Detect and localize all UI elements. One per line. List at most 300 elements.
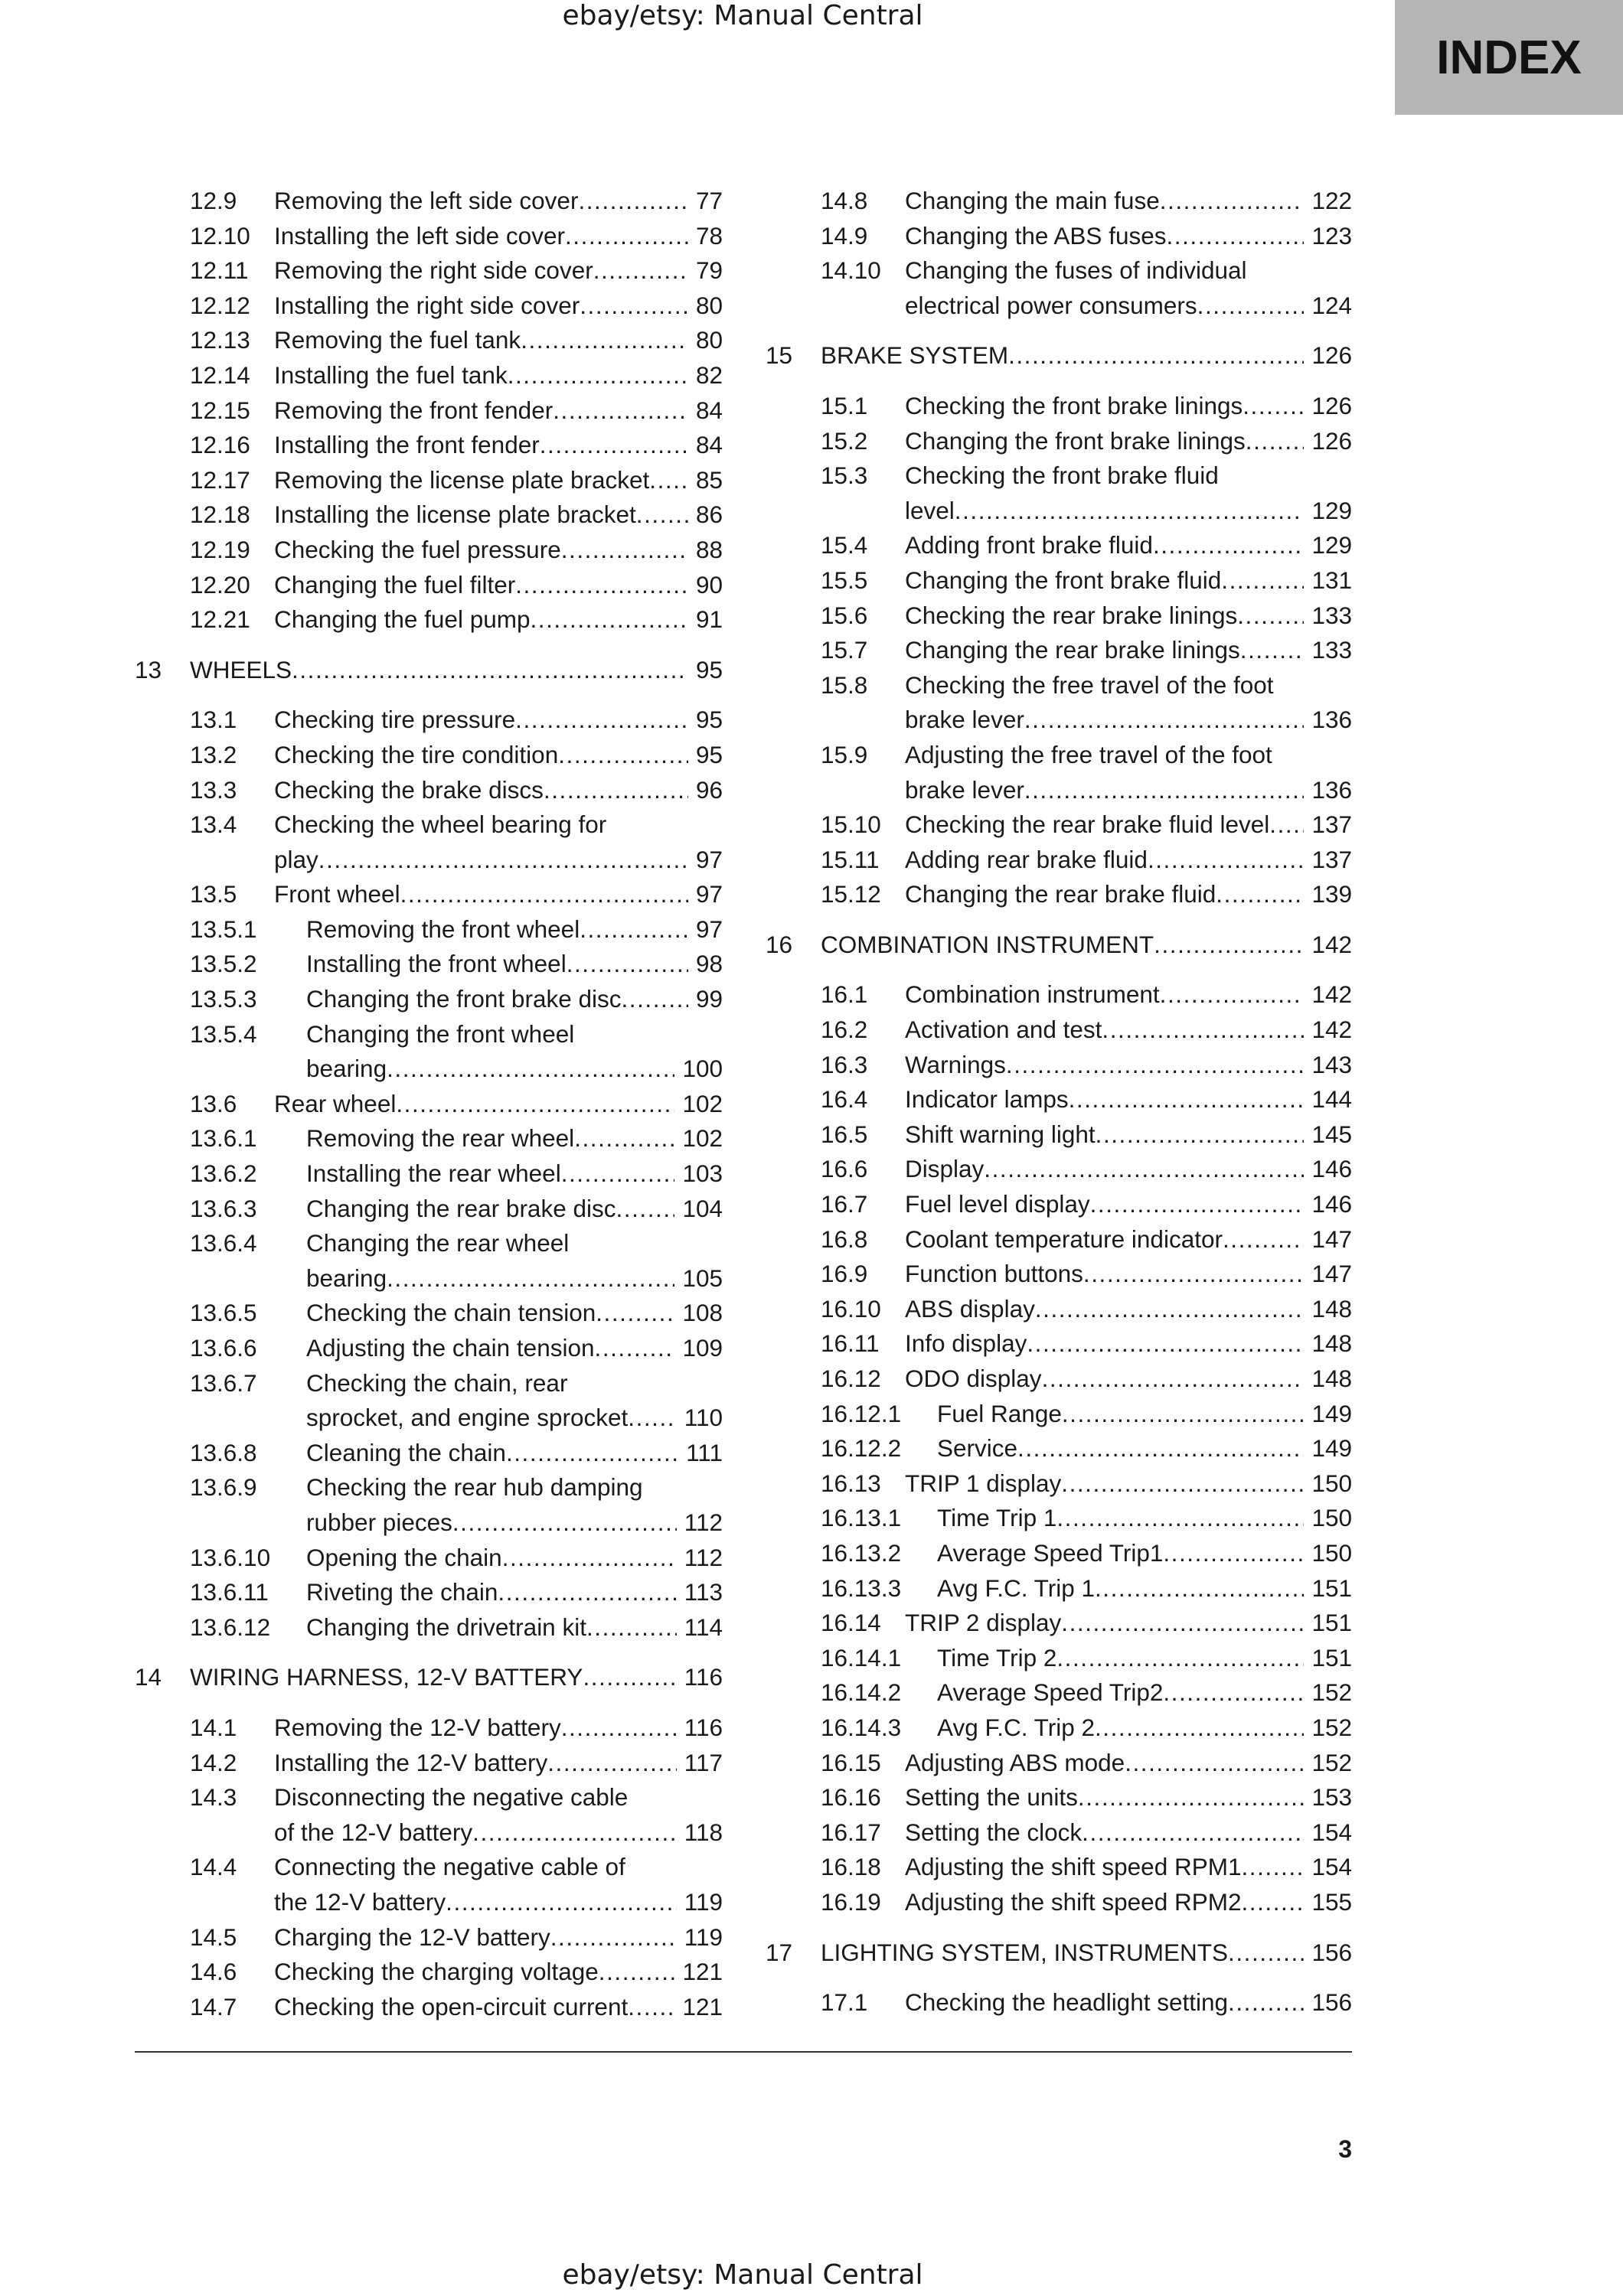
dot-leader (387, 1261, 674, 1296)
dot-leader (515, 703, 688, 738)
toc-entry[interactable] (135, 703, 723, 738)
toc-entry-title-line: TRIP 2 display (905, 1609, 1062, 1637)
toc-entry[interactable] (766, 668, 1352, 738)
dot-leader (1197, 289, 1305, 324)
toc-entry-last-line (937, 1501, 1352, 1536)
toc-entry[interactable] (135, 497, 723, 533)
dot-leader (636, 497, 688, 533)
toc-entry[interactable] (766, 389, 1352, 424)
header-watermark: ebay/etsy: Manual Central (562, 0, 923, 31)
toc-entry[interactable] (766, 184, 1352, 219)
toc-entry[interactable] (766, 1746, 1352, 1781)
toc-entry-title-line: BRAKE SYSTEM (821, 341, 1009, 370)
toc-entry-last-line (306, 947, 723, 982)
toc-entry-last-line (905, 1985, 1352, 2020)
toc-entry[interactable] (135, 358, 723, 393)
toc-entry-title (274, 1746, 723, 1781)
toc-entry-last-line (306, 1261, 723, 1296)
toc-entry[interactable] (766, 1466, 1352, 1502)
toc-entry[interactable] (135, 912, 723, 947)
dot-leader (1096, 1117, 1305, 1153)
dot-leader (561, 1156, 675, 1192)
toc-entry-number: 14.3 (190, 1783, 237, 1812)
toc-entry-title (274, 1711, 723, 1746)
toc-entry-last-line (937, 1571, 1352, 1606)
toc-entry[interactable] (766, 563, 1352, 598)
toc-entry[interactable] (766, 1571, 1352, 1606)
toc-entry-last-line (905, 219, 1352, 254)
toc-entry-page: 95 (695, 706, 723, 734)
toc-entry[interactable] (135, 1087, 723, 1122)
toc-entry[interactable] (135, 219, 723, 254)
dot-leader (446, 1885, 677, 1920)
toc-entry[interactable] (135, 1192, 723, 1227)
index-tab: INDEX (1395, 0, 1623, 115)
toc-entry[interactable] (766, 1641, 1352, 1676)
toc-entry-title-line: Setting the clock (905, 1818, 1083, 1846)
toc-entry[interactable] (135, 877, 723, 912)
toc-entry[interactable] (766, 338, 1352, 373)
toc-entry-last-line (905, 528, 1352, 563)
toc-entry-page: 103 (682, 1159, 723, 1188)
toc-entry-number: 13 (135, 655, 162, 683)
toc-entry-number: 12.11 (190, 256, 249, 285)
toc-entry[interactable] (766, 1606, 1352, 1641)
dot-leader (1237, 598, 1304, 634)
toc-entry-last-line (274, 1087, 723, 1122)
dot-leader (622, 982, 688, 1017)
toc-entry-page: 137 (1311, 810, 1352, 839)
toc-entry-title-line: Installing the fuel tank (274, 360, 508, 389)
toc-entry[interactable] (766, 1048, 1352, 1083)
toc-entry-title-line: Riveting the chain (306, 1578, 498, 1606)
toc-entry-last-line (274, 773, 723, 808)
toc-entry-last-line (905, 563, 1352, 598)
toc-entry[interactable] (135, 253, 723, 289)
dot-leader (586, 1610, 677, 1645)
toc-entry[interactable] (766, 1501, 1352, 1536)
toc-entry[interactable] (135, 1436, 723, 1471)
toc-entry-page: 112 (684, 1543, 723, 1571)
toc-entry-title-line: Changing the fuel filter (274, 570, 516, 598)
toc-entry[interactable] (135, 1121, 723, 1156)
toc-entry-page: 110 (684, 1404, 723, 1432)
toc-entry-last-line (905, 598, 1352, 634)
toc-entry-title (306, 1470, 723, 1540)
toc-entry-last-line (306, 912, 723, 947)
toc-entry[interactable] (135, 393, 723, 429)
toc-entry-last-line (937, 1641, 1352, 1676)
dot-leader (1153, 528, 1304, 563)
toc-entry-title (905, 1606, 1352, 1641)
toc-entry-title (274, 219, 723, 254)
toc-entry-page: 123 (1311, 221, 1352, 249)
toc-entry-last-line (274, 323, 723, 358)
toc-entry[interactable] (135, 1660, 723, 1695)
toc-entry-title (905, 1746, 1352, 1781)
toc-entry-title-line: Removing the left side cover (274, 187, 579, 214)
toc-entry-title-line: LIGHTING SYSTEM, INSTRUMENTS (821, 1938, 1229, 1966)
toc-entry-last-line (274, 1920, 723, 1955)
toc-entry-page: 86 (695, 501, 723, 529)
toc-entry-last-line (274, 1746, 723, 1781)
toc-entry[interactable] (766, 1082, 1352, 1117)
toc-entry-title (306, 1226, 723, 1296)
toc-entry-last-line (306, 1575, 723, 1610)
toc-entry-title-line: TRIP 1 display (905, 1469, 1062, 1497)
toc-entry[interactable] (135, 738, 723, 773)
toc-entry-title-line: Checking the wheel bearing for (274, 810, 607, 839)
toc-entry[interactable] (766, 1780, 1352, 1815)
toc-entry-title (274, 1920, 723, 1955)
toc-entry-title-line: electrical power consumers (905, 291, 1197, 319)
toc-entry[interactable] (135, 1156, 723, 1192)
toc-entry-title-line: Removing the license plate bracket (274, 465, 650, 494)
dot-leader (1095, 1571, 1304, 1606)
toc-entry-number: 17 (766, 1938, 793, 1966)
toc-entry[interactable] (135, 1780, 723, 1850)
toc-entry[interactable] (135, 428, 723, 463)
dot-leader (1246, 424, 1305, 459)
toc-entry-title-line: Checking the brake discs (274, 775, 544, 804)
toc-entry-title-line: Info display (905, 1329, 1027, 1358)
dot-leader (544, 773, 688, 808)
toc-entry-title (821, 1936, 1352, 1971)
toc-entry-last-line (306, 1610, 723, 1645)
toc-entry-title-line: Activation and test (905, 1016, 1102, 1044)
toc-entry-number: 13.6.6 (190, 1334, 257, 1362)
toc-entry[interactable] (766, 1326, 1352, 1362)
toc-entry[interactable] (766, 1711, 1352, 1746)
toc-entry-number: 13.6.11 (190, 1578, 269, 1606)
toc-entry[interactable] (135, 184, 723, 219)
toc-entry-page: 102 (682, 1124, 723, 1153)
toc-entry[interactable] (766, 1187, 1352, 1222)
toc-entry[interactable] (766, 1850, 1352, 1885)
toc-entry-page: 109 (682, 1334, 723, 1362)
toc-entry-number: 15.5 (821, 566, 868, 594)
dot-leader (1042, 1362, 1305, 1397)
toc-entry-page: 117 (684, 1748, 723, 1776)
toc-entry-title-line: Adjusting the chain tension (306, 1334, 595, 1362)
toc-entry[interactable] (135, 653, 723, 688)
toc-entry-number: 13.6.12 (190, 1613, 271, 1641)
toc-entry-title (274, 807, 723, 877)
toc-entry-number: 13.6.9 (190, 1473, 257, 1502)
toc-entry-last-line (905, 424, 1352, 459)
toc-entry-title-line: Rear wheel (274, 1089, 397, 1117)
toc-entry-title-line: Checking the chain tension (306, 1299, 596, 1327)
toc-entry-last-line (274, 1990, 723, 2025)
toc-entry[interactable] (766, 1013, 1352, 1048)
toc-entry-number: 14.9 (821, 221, 868, 249)
toc-entry-page: 121 (682, 1958, 723, 1986)
toc-entry-title-line: ODO display (905, 1365, 1042, 1392)
toc-entry-last-line (274, 703, 723, 738)
toc-entry[interactable] (766, 1815, 1352, 1851)
toc-entry[interactable] (135, 1296, 723, 1331)
dot-leader (628, 1401, 677, 1436)
toc-entry[interactable] (766, 738, 1352, 807)
toc-entry-number: 13.6.2 (190, 1159, 257, 1188)
toc-entry[interactable] (766, 1117, 1352, 1153)
dot-leader (1228, 1936, 1304, 1971)
toc-entry[interactable] (135, 947, 723, 982)
toc-entry-last-line (905, 1152, 1352, 1187)
toc-entry-title-line: WIRING HARNESS, 12-V BATTERY (190, 1663, 583, 1691)
dot-leader (565, 219, 688, 254)
toc-entry[interactable] (135, 1017, 723, 1087)
toc-entry-title-line: Setting the units (905, 1783, 1078, 1812)
toc-entry[interactable] (766, 1222, 1352, 1257)
dot-leader (567, 947, 688, 982)
toc-entry-title-line: Fuel Range (937, 1399, 1062, 1427)
toc-entry-title-line: Adding front brake fluid (905, 531, 1153, 559)
toc-entry-title-line: Checking the front brake linings (905, 391, 1243, 419)
toc-entry[interactable] (766, 1431, 1352, 1466)
toc-entry[interactable] (135, 1610, 723, 1645)
toc-entry-last-line (274, 568, 723, 603)
toc-entry-page: 136 (1311, 775, 1352, 804)
toc-entry-page: 133 (1311, 636, 1352, 664)
toc-entry-title-line: Changing the ABS fuses (905, 221, 1167, 249)
toc-entry-number: 16.11 (821, 1329, 880, 1358)
toc-entry[interactable] (135, 1575, 723, 1610)
toc-entry[interactable] (135, 533, 723, 568)
toc-entry-number: 13.6.3 (190, 1194, 257, 1222)
toc-entry[interactable] (766, 1362, 1352, 1397)
toc-entry-title-line: Installing the 12-V battery (274, 1748, 548, 1776)
toc-entry-page: 143 (1311, 1050, 1352, 1078)
toc-entry-page: 90 (695, 570, 723, 598)
toc-entry-page: 149 (1311, 1434, 1352, 1463)
toc-entry-title-line: Time Trip 1 (937, 1504, 1057, 1532)
toc-entry[interactable] (135, 1331, 723, 1366)
toc-entry-title-line: Cleaning the chain (306, 1438, 506, 1466)
toc-entry[interactable] (135, 568, 723, 603)
toc-entry[interactable] (766, 1152, 1352, 1187)
toc-entry-number: 16.5 (821, 1120, 868, 1148)
toc-entry-page: 100 (682, 1055, 723, 1083)
dot-leader (1163, 1675, 1304, 1711)
toc-entry-number: 14.4 (190, 1853, 237, 1881)
toc-entry[interactable] (766, 1936, 1352, 1971)
toc-entry-title (274, 1850, 723, 1919)
toc-entry[interactable] (135, 1955, 723, 1990)
toc-entry[interactable] (766, 928, 1352, 963)
toc-entry-last-line (274, 219, 723, 254)
toc-entry[interactable] (766, 977, 1352, 1013)
toc-entry-title-line: brake lever (905, 706, 1024, 734)
toc-entry-page: 95 (695, 740, 723, 768)
toc-entry-page: 111 (686, 1438, 723, 1466)
toc-entry[interactable] (766, 1536, 1352, 1571)
toc-entry-last-line (306, 1192, 723, 1227)
toc-entry-page: 95 (695, 655, 723, 683)
toc-entry-title (905, 1850, 1352, 1885)
toc-entry[interactable] (135, 982, 723, 1017)
toc-entry[interactable] (135, 289, 723, 324)
toc-entry-title-line: Front wheel (274, 880, 400, 908)
toc-entry-page: 82 (695, 360, 723, 389)
toc-entry-title (905, 977, 1352, 1013)
dot-leader (387, 1052, 674, 1087)
toc-entry-title (274, 1955, 723, 1990)
toc-entry-title (905, 1082, 1352, 1117)
toc-entry[interactable] (135, 463, 723, 498)
dot-leader (292, 653, 688, 688)
dot-leader (1056, 1501, 1304, 1536)
toc-entry-number: 13.5.4 (190, 1019, 257, 1048)
toc-entry-title (274, 877, 723, 912)
toc-entry[interactable] (766, 528, 1352, 563)
toc-entry[interactable] (766, 633, 1352, 668)
toc-entry[interactable] (135, 323, 723, 358)
toc-entry-title-line: Adjusting ABS mode (905, 1748, 1125, 1776)
toc-entry[interactable] (766, 877, 1352, 912)
toc-entry-title (306, 1610, 723, 1645)
toc-entry-title (190, 653, 723, 688)
toc-entry[interactable] (766, 598, 1352, 634)
toc-entry-number: 15.7 (821, 636, 868, 664)
toc-entry-title-line: Adjusting the shift speed RPM1 (905, 1853, 1242, 1881)
toc-entry-number: 13.6.8 (190, 1438, 257, 1466)
toc-entry[interactable] (135, 1470, 723, 1540)
toc-entry[interactable] (766, 253, 1352, 323)
toc-entry-number: 13.6.1 (190, 1124, 257, 1153)
toc-entry-page: 152 (1311, 1678, 1352, 1707)
toc-entry-title-line: Installing the front wheel (306, 950, 567, 978)
toc-entry[interactable] (766, 1985, 1352, 2020)
toc-entry-last-line (274, 289, 723, 324)
toc-entry[interactable] (766, 807, 1352, 843)
toc-entry-last-line (905, 843, 1352, 878)
toc-entry-title-line: Shift warning light (905, 1120, 1096, 1148)
dot-leader (1160, 184, 1305, 219)
toc-entry-title-line: Combination instrument (905, 980, 1160, 1009)
toc-entry-last-line (905, 1187, 1352, 1222)
toc-entry[interactable] (766, 1885, 1352, 1920)
toc-entry[interactable] (766, 1292, 1352, 1327)
toc-entry[interactable] (766, 843, 1352, 878)
toc-entry[interactable] (135, 773, 723, 808)
toc-entry-number: 15 (766, 341, 793, 370)
dot-leader (628, 1990, 674, 2025)
toc-entry-page: 124 (1311, 291, 1352, 319)
toc-entry-number: 14.10 (821, 256, 881, 285)
dot-leader (1024, 703, 1305, 738)
toc-entry-title-line: Opening the chain (306, 1543, 502, 1571)
toc-entry-number: 13.6.10 (190, 1543, 271, 1571)
toc-entry-page: 116 (684, 1663, 723, 1691)
toc-entry-page: 148 (1311, 1365, 1352, 1392)
toc-entry[interactable] (135, 1711, 723, 1746)
dot-leader (1102, 1013, 1304, 1048)
toc-entry-last-line (821, 928, 1352, 963)
toc-entry-title-line: Coolant temperature indicator (905, 1225, 1223, 1253)
toc-entry-last-line (905, 184, 1352, 219)
toc-entry-page: 126 (1311, 391, 1352, 419)
toc-entry-page: 133 (1311, 601, 1352, 629)
toc-entry-title (905, 184, 1352, 219)
toc-entry-title (905, 1152, 1352, 1187)
toc-entry-last-line (905, 1292, 1352, 1327)
toc-entry-number: 14.2 (190, 1748, 237, 1776)
toc-entry-number: 15.6 (821, 601, 868, 629)
toc-entry-number: 16.9 (821, 1260, 868, 1288)
toc-entry[interactable] (135, 1990, 723, 2025)
toc-entry[interactable] (135, 1850, 723, 1919)
toc-entry[interactable] (766, 219, 1352, 254)
toc-entry-title (274, 1087, 723, 1122)
toc-entry[interactable] (766, 424, 1352, 459)
dot-leader (452, 1505, 677, 1541)
toc-entry-page: 108 (682, 1299, 723, 1327)
toc-entry-title-line: Changing the rear brake linings (905, 636, 1240, 664)
dot-leader (984, 1152, 1304, 1187)
toc-entry-title (306, 1017, 723, 1087)
toc-entry-number: 16.12.2 (821, 1434, 902, 1463)
toc-entry-title (905, 1362, 1352, 1397)
dot-leader (649, 463, 688, 498)
toc-entry-last-line (274, 738, 723, 773)
toc-entry-number: 16.18 (821, 1853, 881, 1881)
toc-entry-page: 142 (1311, 1016, 1352, 1044)
toc-entry-number: 17.1 (821, 1988, 868, 2017)
toc-entry-last-line (937, 1431, 1352, 1466)
toc-entry-page: 85 (695, 465, 723, 494)
toc-entry[interactable] (766, 1257, 1352, 1292)
toc-entry-last-line (905, 1850, 1352, 1885)
toc-entry-title (905, 633, 1352, 668)
toc-entry-title (306, 1436, 723, 1471)
toc-entry[interactable] (135, 1920, 723, 1955)
dot-leader (472, 1815, 677, 1851)
toc-entry-page: 155 (1311, 1887, 1352, 1916)
toc-entry-last-line (274, 463, 723, 498)
toc-entry-page: 79 (695, 256, 723, 285)
toc-entry-last-line (306, 1052, 723, 1087)
toc-entry-title (821, 928, 1352, 963)
toc-entry-title-line: Warnings (905, 1050, 1006, 1078)
toc-entry[interactable] (135, 1226, 723, 1296)
toc-entry[interactable] (766, 1397, 1352, 1432)
toc-entry-title-line: Removing the rear wheel (306, 1124, 575, 1153)
toc-entry[interactable] (766, 458, 1352, 528)
toc-entry-title (274, 703, 723, 738)
toc-entry-last-line (821, 338, 1352, 373)
toc-entry-number: 16.14.1 (821, 1643, 902, 1671)
toc-entry[interactable] (135, 602, 723, 638)
dot-leader (553, 393, 688, 429)
toc-entry-last-line (905, 1466, 1352, 1502)
toc-entry-number: 16.12 (821, 1365, 881, 1392)
bottom-rule (135, 2051, 1352, 2053)
toc-entry-number: 14.7 (190, 1992, 237, 2020)
toc-entry-title-line: Adjusting the free travel of the foot (905, 740, 1272, 768)
toc-entry-page: 122 (1311, 187, 1352, 214)
toc-entry-last-line (306, 1331, 723, 1366)
toc-entry-title (306, 912, 723, 947)
toc-entry[interactable] (135, 807, 723, 877)
toc-entry[interactable] (135, 1366, 723, 1436)
toc-entry[interactable] (766, 1675, 1352, 1711)
toc-entry-last-line (306, 1296, 723, 1331)
toc-entry-title-line: of the 12-V battery (274, 1818, 473, 1846)
toc-entry-page: 154 (1311, 1853, 1352, 1881)
toc-entry[interactable] (135, 1746, 723, 1781)
toc-entry[interactable] (135, 1541, 723, 1576)
